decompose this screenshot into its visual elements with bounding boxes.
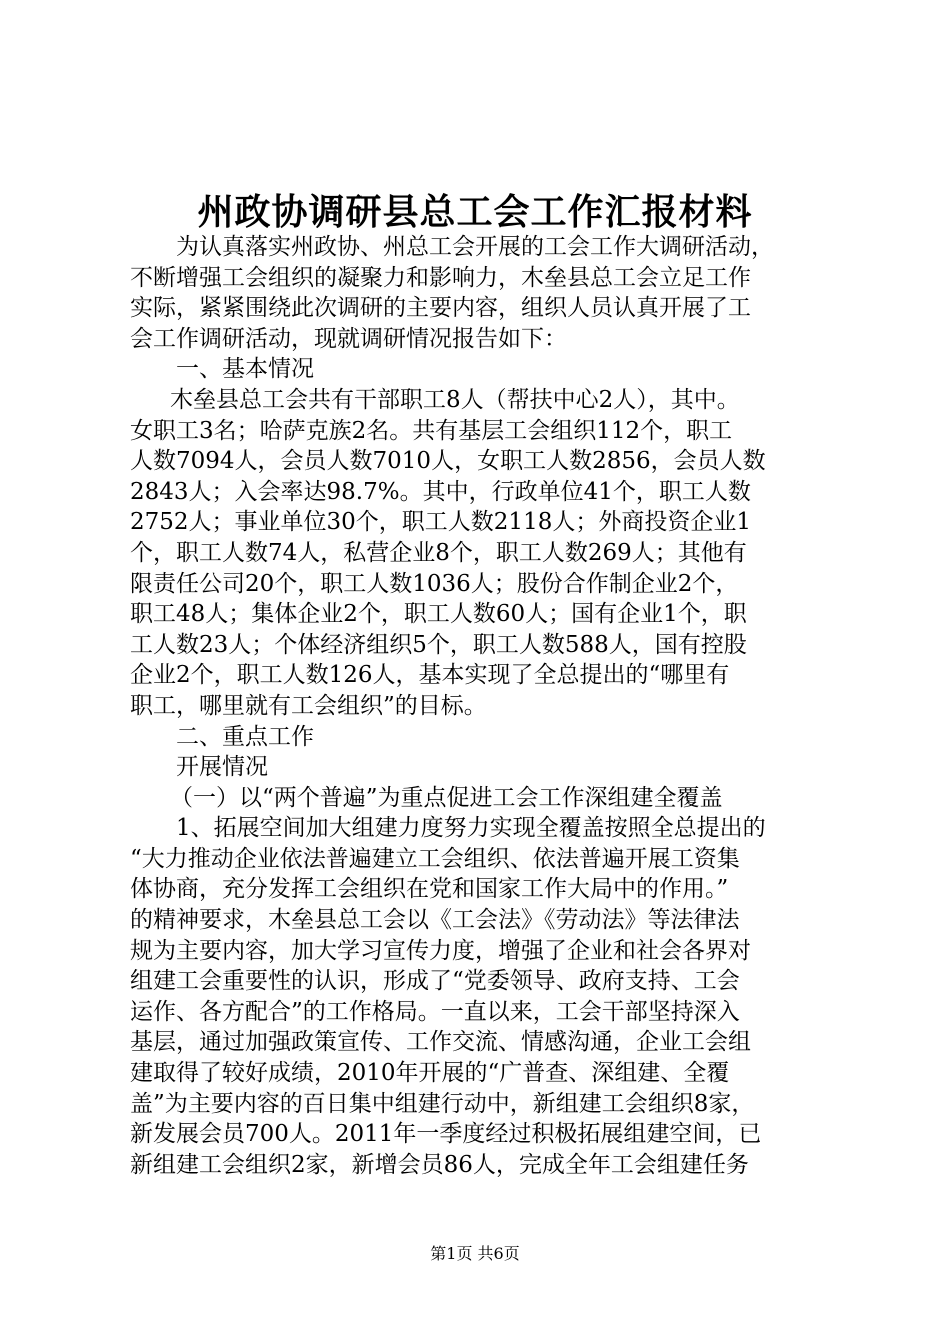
body-line: 为认真落实州政协、州总工会开展的工会工作大调研活动， [176,234,774,260]
body-line: 不断增强工会组织的凝聚力和影响力，木垒县总工会立足工作 [130,264,751,291]
body-line: 职工，哪里就有工会组织”的目标。 [130,692,487,719]
body-line: 的精神要求，木垒县总工会以《工会法》《劳动法》等法律法 [130,907,740,934]
body-line: “大力推动企业依法普遍建立工会组织、依法普遍开展工资集 [130,845,740,872]
body-line: 工人数23人；个体经济组织5个，职工人数588人，国有控股 [130,631,747,658]
body-line: 职工48人；集体企业2个，职工人数60人；国有企业1个，职 [130,601,747,628]
body-line: 组建工会重要性的认识，形成了“党委领导、政府支持、工会 [130,968,740,995]
section-heading-key-work: 二、重点工作 [176,723,314,750]
body-line: 2752人；事业单位30个，职工人数2118人；外商投资企业1 [130,509,751,536]
body-line: 规为主要内容，加大学习宣传力度，增强了企业和社会各界对 [130,937,751,964]
page-footer: 第1页 共6页 [430,1244,520,1263]
body-line: 新组建工会组织2家，新增会员86人，完成全年工会组建任务 [130,1151,749,1178]
body-line: 人数7094人，会员人数7010人，女职工人数2856，会员人数 [130,448,766,475]
body-line: 体协商，充分发挥工会组织在党和国家工作大局中的作用。” [130,876,729,903]
section-heading-basic: 一、基本情况 [176,356,314,383]
body-line: 2843人；入会率达98.7%。其中，行政单位41个，职工人数 [130,478,751,505]
body-line: 会工作调研活动，现就调研情况报告如下： [130,325,567,352]
body-line: 个，职工人数74人，私营企业8个，职工人数269人；其他有 [130,539,747,566]
body-line: 木垒县总工会共有干部职工8人（帮扶中心2人），其中。 [170,386,740,413]
document-title: 州政协调研县总工会工作汇报材料 [197,191,753,233]
body-line: 运作、各方配合”的工作格局。一直以来，工会干部坚持深入 [130,998,740,1025]
subsection-heading: （一）以“两个普遍”为重点促进工会工作深组建全覆盖 [170,784,723,811]
body-line: 1、拓展空间加大组建力度努力实现全覆盖按照全总提出的 [176,815,766,842]
body-line: 企业2个，职工人数126人，基本实现了全总提出的“哪里有 [130,662,730,689]
body-line: 实际，紧紧围绕此次调研的主要内容，组织人员认真开展了工 [130,295,751,322]
body-line: 女职工3名；哈萨克族2名。共有基层工会组织112个，职工 [130,417,733,444]
section-subheading: 开展情况 [176,754,268,781]
body-line: 基层，通过加强政策宣传、工作交流、情感沟通，企业工会组 [130,1029,751,1056]
body-line: 限责任公司20个，职工人数1036人；股份合作制企业2个， [130,570,739,597]
body-line: 盖”为主要内容的百日集中组建行动中，新组建工会组织8家， [130,1090,755,1117]
body-line: 建取得了较好成绩，2010年开展的“广普查、深组建、全覆 [130,1060,730,1087]
body-line: 新发展会员700人。2011年一季度经过积极拓展组建空间，已 [130,1121,762,1148]
document-body [130,232,850,1180]
